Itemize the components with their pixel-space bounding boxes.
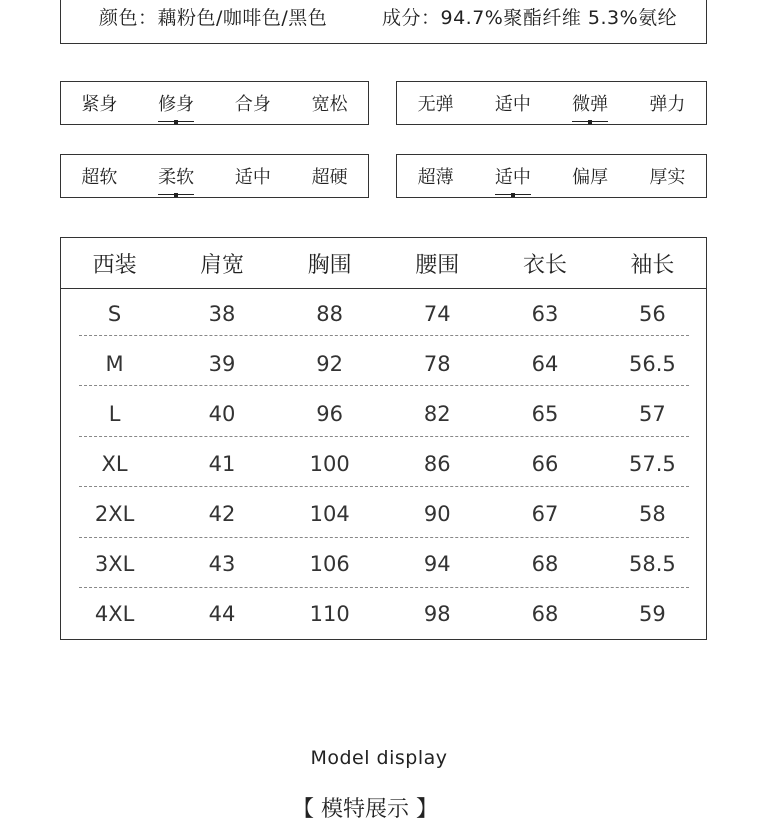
- table-cell: 3XL: [61, 539, 169, 589]
- table-cell: 96: [276, 389, 384, 439]
- table-cell: 78: [383, 339, 491, 389]
- table-cell: 92: [276, 339, 384, 389]
- attr-option: 厚实: [649, 167, 686, 188]
- table-cell: 2XL: [61, 489, 169, 539]
- attr-option: 适中: [234, 167, 271, 188]
- table-cell: 82: [383, 389, 491, 439]
- table-cell: 66: [491, 439, 599, 489]
- attr-option: 超硬: [311, 167, 348, 188]
- table-cell: 43: [168, 539, 276, 589]
- table-row: [61, 489, 707, 539]
- table-cell: 56.5: [599, 339, 707, 389]
- table-row: [61, 389, 707, 439]
- attr-option-selected: 修身: [141, 90, 211, 116]
- table-cell: XL: [61, 439, 169, 489]
- row-divider: [79, 385, 689, 386]
- product-info-box: [60, 0, 707, 44]
- row-divider: [79, 436, 689, 437]
- table-row: [61, 339, 707, 389]
- attr-option: 紧身: [81, 94, 118, 115]
- table-cell: 106: [276, 539, 384, 589]
- elasticity-attribute-box: [396, 81, 707, 125]
- table-row: [61, 589, 707, 640]
- table-cell: 56: [639, 302, 666, 326]
- table-header-row: [61, 238, 707, 289]
- color-info: 颜色：藕粉色/咖啡色/黑色: [99, 7, 328, 29]
- table-cell: 88: [316, 302, 343, 326]
- attr-option: 偏厚: [572, 167, 609, 188]
- row-divider: [79, 335, 689, 336]
- fit-attribute-box: [60, 81, 369, 125]
- table-cell: S: [107, 302, 122, 326]
- table-cell: M: [61, 339, 169, 389]
- table-cell: L: [61, 389, 169, 439]
- table-row: [61, 539, 707, 589]
- table-header-cell: 袖长: [599, 238, 707, 289]
- material-info: 成分：94.7%聚酯纤维 5.3%氨纶: [382, 7, 678, 29]
- model-display-heading: Model display: [310, 747, 448, 769]
- attr-option-selected: 柔软: [141, 163, 211, 189]
- table-header-cell: 肩宽: [168, 238, 276, 289]
- table-cell: 86: [383, 439, 491, 489]
- size-chart-table: [60, 237, 707, 640]
- thickness-attribute-box: [396, 154, 707, 198]
- table-cell: 68: [491, 589, 599, 640]
- table-cell: 94: [383, 539, 491, 589]
- table-cell: 58: [599, 489, 707, 539]
- table-cell: 4XL: [61, 589, 169, 640]
- attr-option: 弹力: [649, 94, 686, 115]
- table-row: [61, 439, 707, 489]
- table-header-cell: 腰围: [383, 238, 491, 289]
- table-cell: 57: [599, 389, 707, 439]
- table-cell: 100: [276, 439, 384, 489]
- attr-option: 无弹: [417, 94, 454, 115]
- table-cell: 59: [599, 589, 707, 640]
- table-cell: 64: [491, 339, 599, 389]
- row-divider: [79, 537, 689, 538]
- attr-option: 超软: [81, 167, 118, 188]
- table-cell: 57.5: [599, 439, 707, 489]
- attr-option: 合身: [234, 94, 271, 115]
- table-cell: 38: [208, 302, 236, 326]
- table-cell: 110: [276, 589, 384, 640]
- table-header-cell: 西装: [61, 238, 169, 289]
- table-cell: 42: [168, 489, 276, 539]
- table-cell: 63: [531, 302, 559, 326]
- attr-option-selected: 适中: [478, 163, 548, 189]
- attr-option-selected: 微弹: [555, 90, 625, 116]
- table-cell: 65: [491, 389, 599, 439]
- table-cell: 98: [383, 589, 491, 640]
- table-cell: 58.5: [599, 539, 707, 589]
- table-header-cell: 胸围: [276, 238, 384, 289]
- table-header-cell: 衣长: [491, 238, 599, 289]
- row-divider: [79, 486, 689, 487]
- row-divider: [79, 587, 689, 588]
- table-cell: 40: [168, 389, 276, 439]
- table-cell: 104: [276, 489, 384, 539]
- table-cell: 90: [383, 489, 491, 539]
- attr-option: 超薄: [417, 167, 454, 188]
- table-row: [61, 289, 707, 340]
- table-cell: 41: [168, 439, 276, 489]
- table-cell: 39: [168, 339, 276, 389]
- table-cell: 67: [491, 489, 599, 539]
- softness-attribute-box: [60, 154, 369, 198]
- attr-option: 宽松: [311, 94, 348, 115]
- table-cell: 74: [423, 302, 451, 326]
- table-cell: 44: [168, 589, 276, 640]
- attr-option: 适中: [494, 94, 531, 115]
- table-cell: 68: [491, 539, 599, 589]
- section-heading-partial: 【 模特展示 】: [292, 797, 438, 822]
